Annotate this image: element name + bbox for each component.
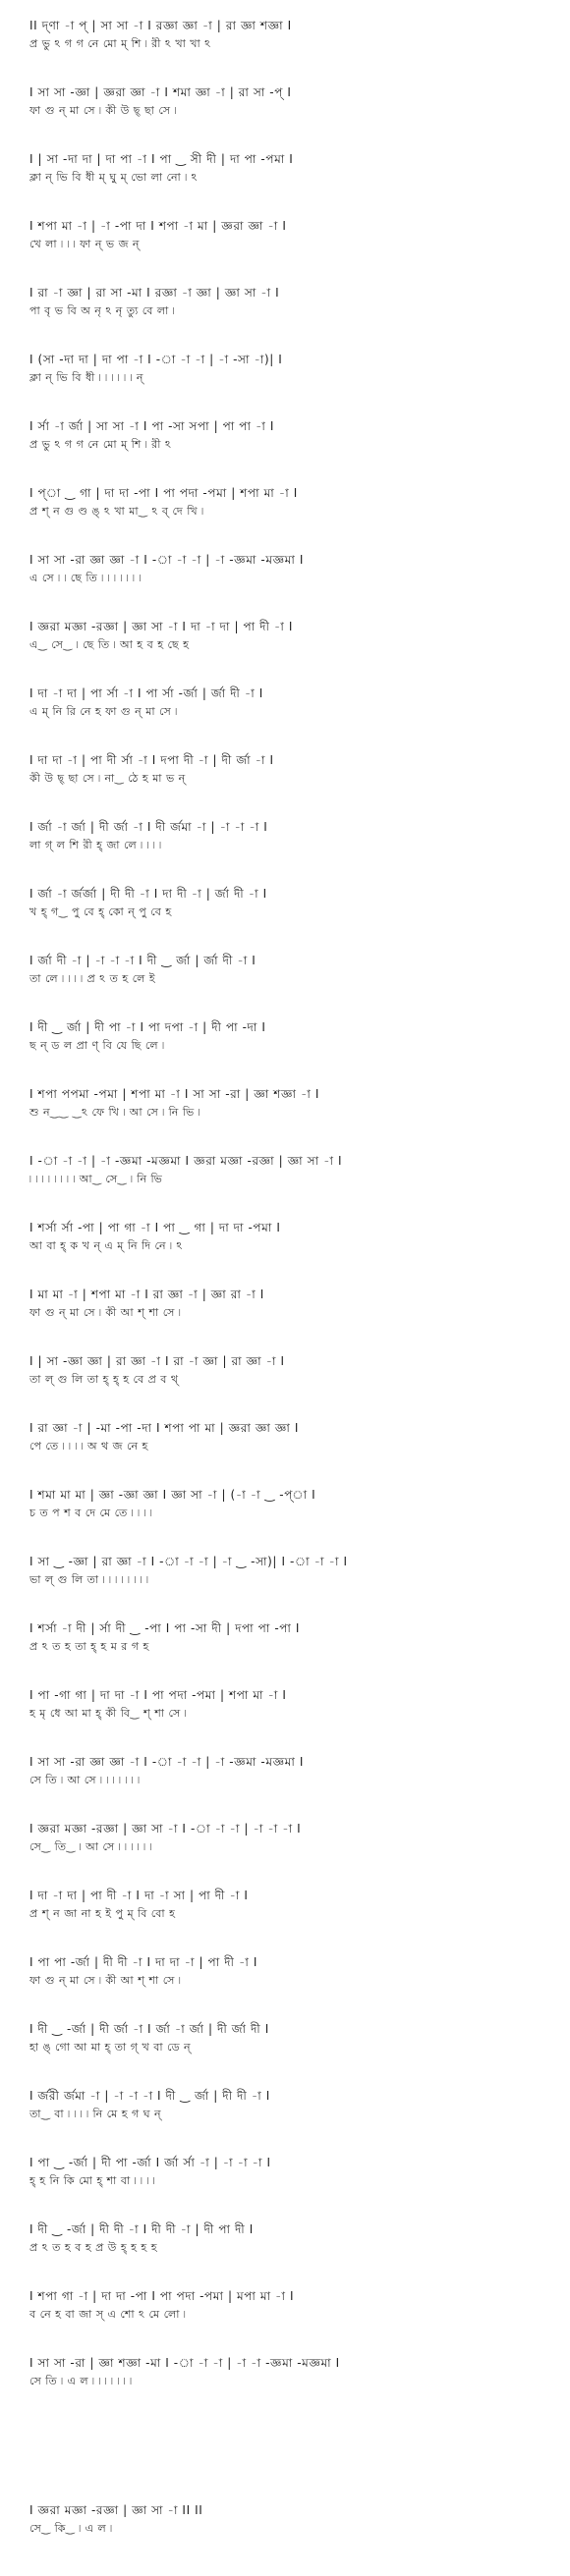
lyrics-row: ফা গু ন্ মা সে ৷ কী আ শ্ শা সে ৷ — [29, 1974, 182, 1987]
swara-row: I পা -গা গা | দা দা -া I পা পদা -পমা | শপা মা -া I — [29, 1688, 287, 1702]
swara-row: I দী ‿ র্জা | দী পা -া I পা দপা -া | দী পা -দা I — [29, 1020, 266, 1034]
lyrics-row: ব নে হ বা জা স্ এ শো ঽ মে লো ৷ — [29, 2308, 187, 2321]
notation-line — [29, 2502, 541, 2536]
lyrics-row: প্র ভু ঽ গ গ নে মো ম্ শি ৷ রী ঽ — [29, 438, 172, 451]
notation-line — [29, 619, 541, 652]
lyrics-row: হ মৃ ধে আ মা হ্ কী বি‿ শ্ শা সে ৷ — [29, 1707, 188, 1720]
swara-row: I সা সা -জ্ঞা | জ্ঞরা জ্ঞা -া I শমা জ্ঞা -া | রা সা -প্ I — [29, 85, 292, 99]
swara-row: I সা ‿ -জ্ঞা | রা জ্ঞা -া I -া -া -া | -া ‿ -সা)| I -া -া -া I — [29, 1555, 348, 1568]
notation-line — [29, 1153, 541, 1186]
notation-line — [29, 1353, 541, 1387]
notation-line — [29, 1220, 541, 1253]
notation-line — [29, 2355, 541, 2388]
notation-line — [29, 2288, 541, 2322]
notation-line — [29, 685, 541, 719]
lyrics-row: এ ম্ নি রি নে হ ফা গু ন্ মা সে ৷ — [29, 705, 178, 718]
lyrics-row: এ সে ৷ ৷ ছে তি ৷ ৷ ৷ ৷ ৷ ৷ ৷ — [29, 572, 142, 584]
swara-row: I জ্ঞরা মজ্ঞা -রজ্ঞা | জ্ঞা সা -া II II — [29, 2503, 203, 2517]
notation-line — [29, 84, 541, 118]
swara-row: I দা -া দা | পা দী -া I দা -া সা | পা দী -া I — [29, 1889, 249, 1902]
swara-row: I সা সা -রা জ্ঞা জ্ঞা -া I -া -া -া | -া -জ্ঞমা -মজ্ঞমা I — [29, 553, 304, 567]
lyrics-row: প্র ভু ঽ গ গ নে মো ম্ শি ৷ রী ঽ খা খা ঽ — [29, 37, 211, 50]
notation-line — [29, 1620, 541, 1654]
lyrics-row: কী উ ছ্ ছা সে ৷ না‿ ঠে হ মা ভ ন্ — [29, 772, 186, 785]
notation-line — [29, 953, 541, 986]
swara-row: I -া -া -া | -া -জ্ঞমা -মজ্ঞমা I জ্ঞরা মজ্ঞা -রজ্ঞা | জ্ঞা সা -া I — [29, 1154, 343, 1168]
swara-row: I | সা -দা দা | দা পা -া I পা ‿ সী দী | দা পা -পমা I — [29, 152, 294, 166]
lyrics-row: ভা ল্ গু লি তা ৷ ৷ ৷ ৷ ৷ ৷ ৷ ৷ — [29, 1573, 149, 1586]
lyrics-row: লা গ্ ল শি রী হ্ জা লে ৷ ৷ ৷ ৷ — [29, 839, 162, 851]
notation-line — [29, 552, 541, 585]
notation-line — [29, 1487, 541, 1520]
swara-row: I (সা -দা দা | দা পা -া I -া -া -া | -া -সা -া)| I — [29, 353, 283, 366]
swara-row: I র্জা -া র্জা | দী র্জা -া I দী র্জমা -া | -া -া -া I — [29, 820, 268, 834]
swara-row: I শর্সা র্সা -পা | পা গা -া I পা ‿ গা | দা দা -পমা I — [29, 1221, 281, 1234]
swara-row: I রা -া জ্ঞা | রা সা -মা I রজ্ঞা -া জ্ঞা | জ্ঞা সা -া I — [29, 286, 280, 300]
lyrics-row: ক্লা ন্ ভি বি ধী ৷ ৷ ৷ ৷ ৷ ৷ ন্ — [29, 371, 143, 384]
notation-line — [29, 1554, 541, 1587]
lyrics-row: পা বৃ ভ বি অ নৃ ঽ নৃ ত্যু বে লা ৷ — [29, 304, 176, 317]
lyrics-row: হ্ হ নি কি মো হ্ শা বা ৷ ৷ ৷ ৷ — [29, 2174, 156, 2187]
swara-row: I দী ‿ -র্জা | দী দী -া I দী দী -া | দী পা দী I — [29, 2222, 254, 2236]
swara-row: I শপা পপমা -পমা | শপা মা -া I সা সা -রা | জ্ঞা শজ্ঞা -া I — [29, 1087, 319, 1101]
swara-row: I প্া ‿ গা | দা দা -পা I পা পদা -পমা | শপা মা -া I — [29, 486, 298, 500]
swara-row: I র্জরী র্জমা -া | -া -া -া I দী ‿ র্জা | দী দী -া I — [29, 2089, 270, 2103]
notation-line — [29, 1754, 541, 1787]
notation-line — [29, 1821, 541, 1854]
notation-line — [29, 2221, 541, 2255]
swara-row: I সা সা -রা জ্ঞা জ্ঞা -া I -া -া -া | -া -জ্ঞমা -মজ্ঞমা I — [29, 1755, 304, 1769]
notation-line — [29, 1287, 541, 1320]
swara-row: I র্জা -া র্জর্জা | দী দী -া I দা দী -া | র্জা দী -া I — [29, 887, 267, 901]
swara-row: I দা দা -া | পা দী র্সা -া I দপা দী -া | দী র্জা -া I — [29, 753, 274, 767]
notation-line — [29, 1420, 541, 1453]
swara-row: I শপা মা -া | -া -পা দা I শপা -া মা | জ্ঞরা জ্ঞা -া I — [29, 219, 287, 233]
swara-row: I পা ‿ -র্জা | দী পা -র্জা I র্জা র্সা -া | -া -া -া I — [29, 2156, 271, 2169]
swara-row: I র্সা -া র্জা | সা সা -া I পা -সা সপা | পা পা -া I — [29, 419, 274, 433]
lyrics-row: হা ঙ্ গো আ মা হ্ তা গ্ খ বা ডে ন্ — [29, 2041, 192, 2054]
lyrics-row: তা‿ বা ৷ ৷ ৷ ৷ নি মে হ গ ঘ ন্ — [29, 2108, 162, 2120]
lyrics-row: প্র ঽ ত হ ব হ প্র উ হ্ হ হ হ — [29, 2241, 157, 2254]
notation-line — [29, 18, 541, 51]
swara-row: I জ্ঞরা মজ্ঞা -রজ্ঞা | জ্ঞা সা -া I দা -া দা | পা দী -া I — [29, 620, 293, 633]
swara-row: I মা মা -া | শপা মা -া I রা জ্ঞা -া | জ্ঞা রা -া I — [29, 1288, 264, 1301]
swara-row: I দা -া দা | পা র্সা -া I পা র্সা -র্জা | র্জা দী -া I — [29, 686, 263, 700]
lyrics-row: সে তি ৷ এ ল ৷ ৷ ৷ ৷ ৷ ৷ ৷ — [29, 2375, 133, 2387]
lyrics-row: প্র শ্ ন জা না হ ই পু ম্ বি বো হ — [29, 1907, 176, 1920]
notation-line — [29, 752, 541, 786]
swara-row: I শমা মা মা | জ্ঞা -জ্ঞা জ্ঞা I জ্ঞা সা -া | (-া -া ‿ -প্া I — [29, 1488, 316, 1502]
lyrics-row: প্র শ্ ন গু ণ্ড ঙ্ ঽ খা মা‿ ঽ ব্ দে খি ৷ — [29, 505, 204, 518]
lyrics-row: আ বা হ্ ক খ ন্ এ ম্ নি দি নে ৷ ঽ — [29, 1239, 183, 1252]
swara-row: I পা পা -র্জা | দী দী -া I দা দা -া | পা দী -া I — [29, 1955, 257, 1969]
lyrics-row: খে লা ৷ ৷ ৷ ফা ন্ ভ জ ন্ — [29, 238, 140, 250]
notation-line — [29, 285, 541, 318]
notation-line — [29, 485, 541, 519]
notation-line — [29, 2155, 541, 2188]
lyrics-row: ফা গু ন্ মা সে ৷ কী আ শ্ শা সে ৷ — [29, 1306, 182, 1319]
swara-row: I শর্সা -া দী | র্সা দী ‿ -পা I পা -সা দী | দপা পা -পা I — [29, 1621, 301, 1635]
swara-row: I রা জ্ঞা -া | -মা -পা -দা I শপা পা মা | জ্ঞরা জ্ঞা জ্ঞা I — [29, 1421, 299, 1435]
notation-line — [29, 1019, 541, 1053]
lyrics-row: খ হ্ গ‿ পু বে হ্ কো ন্ পু বে হ — [29, 905, 172, 918]
swara-row: I র্জা দী -া | -া -া -া I দী ‿ র্জা | র্জা দী -া I — [29, 954, 256, 967]
swara-row: I দী ‿ -র্জা | দী র্জা -া I র্জা -া র্জা | দী র্জা দী I — [29, 2022, 269, 2036]
notation-line — [29, 151, 541, 185]
lyrics-row: ফা গু ন্ মা সে ৷ কী উ ছ্ ছা সে ৷ — [29, 104, 177, 117]
notation-line — [29, 2088, 541, 2121]
swara-row: I সা সা -রা | জ্ঞা শজ্ঞা -মা I -া -া -া | -া -া -জ্ঞমা -মজ্ঞমা I — [29, 2356, 340, 2370]
swara-row: II দ্ণা -া প্ | সা সা -া I রজ্ঞা জ্ঞা -া | রা জ্ঞা শজ্ঞা I — [29, 19, 292, 32]
swara-row: I শপা গা -া | দা দা -পা I পা পদা -পমা | মপা মা -া I — [29, 2289, 295, 2303]
notation-line — [29, 886, 541, 919]
lyrics-row: চ ত প শ ব দে মে তে ৷ ৷ ৷ ৷ — [29, 1507, 153, 1519]
swara-row: I | সা -জ্ঞা জ্ঞা | রা জ্ঞা -া I রা -া জ্ঞা | রা জ্ঞা -া I — [29, 1354, 285, 1368]
notation-line — [29, 218, 541, 251]
lyrics-row: এ‿ সে‿ ৷ ছে তি ৷ আ হ ব হ ছে হ — [29, 638, 190, 651]
lyrics-row: ৷ ৷ ৷ ৷ ৷ ৷ ৷ ৷ আ‿ সে‿ ৷ নি ভি — [29, 1173, 163, 1185]
lyrics-row: প্র ঽ ত হ তা হ্ হ ম র গ হ — [29, 1640, 149, 1653]
notation-line — [29, 819, 541, 852]
lyrics-row: তা ল্ গু লি তা হ্ হ্ হ বে প্র ব থ্ — [29, 1373, 179, 1386]
notation-line — [29, 2021, 541, 2055]
notation-line — [29, 1086, 541, 1120]
notation-line — [29, 418, 541, 452]
lyrics-row: সে‿ তি‿ ৷ আ সে ৷ ৷ ৷ ৷ ৷ ৷ — [29, 1840, 152, 1853]
notation-line — [29, 352, 541, 385]
lyrics-row: তা লে ৷ ৷ ৷ ৷ প্র ঽ ত হ লে ই — [29, 972, 156, 985]
lyrics-row: সে‿ কি‿ ৷ এ ল ৷ — [29, 2522, 113, 2535]
notation-line — [29, 1687, 541, 1721]
swara-row: I জ্ঞরা মজ্ঞা -রজ্ঞা | জ্ঞা সা -া I -া -া -া | -া -া -া I — [29, 1822, 302, 1836]
lyrics-row: পে তে ৷ ৷ ৷ ৷ অ থ জ নে হ — [29, 1440, 148, 1452]
lyrics-row: ছ ন্ ড ল প্রা ণ্ বি যে ছি লে ৷ — [29, 1039, 165, 1052]
lyrics-row: শু ন‿‿ ‿ঽ ফে খি ৷ আ সে ৷ নি ভি ৷ — [29, 1106, 201, 1119]
lyrics-row: ক্লা ন্ ভি বি ধী ম্ ঘু ম্ ভো লা নো ৷ ঽ — [29, 171, 199, 184]
notation-line — [29, 1888, 541, 1921]
lyrics-row: সে তি ৷ আ সে ৷ ৷ ৷ ৷ ৷ ৷ ৷ — [29, 1774, 141, 1786]
notation-line — [29, 1954, 541, 1988]
